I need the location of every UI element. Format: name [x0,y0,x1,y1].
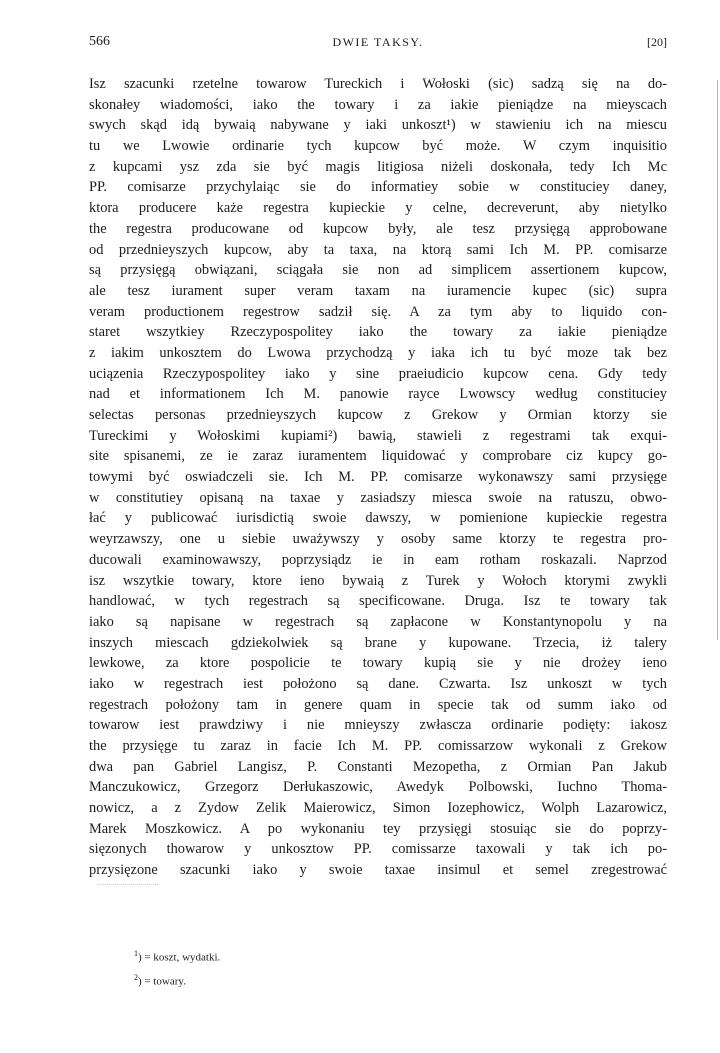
text-line: veram productionem regestrow sadził się. A za tym aby to liquido con- [89,303,667,320]
text-line: w constitutiey opisaną na taxae y zasiadszy miesca swoie na ratuszu, obwo- [89,489,667,506]
text-line: ale tesz iurament super veram taxam na iuramencie kupec (sic) supra [89,282,667,299]
text-line: staret wszytkiey Rzeczypospolitey iako the towary za iakie pieniądze [89,324,667,341]
page-number: 566 [89,34,110,49]
text-line: swych skąd idą bywaią nabywane y iaki unkoszt¹) w stawieniu ich na miescu [89,117,667,134]
text-line: lewkowe, za ktore pospolicie te towary kupią sie y nie drożey ieno [89,655,667,672]
running-title: DWIE TAKSY. [332,35,424,49]
text-line: the przysięge tu zaraz in facie Ich M. PP. comissarzow wykonali z Grekow [89,738,667,754]
body-text [89,74,667,881]
text-line: tu we Lwowie ordinarie tych kupcow być może. W czym inquisitio [89,138,667,155]
text-line: towymi być oswiadczeli sie. Ich M. PP. comisarze wykonawszy sami przysięge [89,469,667,486]
text-line: z kupcami ysz zda sie być magis litigiosa niżeli doskonała, tedy Ich Mc [89,158,667,175]
text-line: weyrzawszy, one u siebie uważywszy y osoby same ktorzy te regestra pro- [89,531,667,548]
text-line: z iakim unkosztem do Lwowa przychodzą y iaka ich tu być moze tak bez [89,344,667,361]
footnote-text: = towary. [144,975,186,988]
text-line: PP. comisarze przychylaiąc sie do informatiey sobie w constituciey daney, [89,179,667,196]
text-line: towarow iest prawdziwy i nie mnieyszy zwłascza ordinarie podięty: iakosz [89,717,667,734]
text-line: Marek Moszkowicz. A po wykonaniu tey przysięgi stosuiąc sie do poprzy- [89,820,667,837]
text-line: selectas personas przednieyszych kupcow z Grekow y Ormian ktorzy sie [89,407,667,423]
text-line: isz wszytkie towary, ktore ieno bywaią z Turek y Wołoch ktorymi zwykli [89,572,667,589]
text-line: ktora producere każe regestra kupieckie y celne, decreverunt, aby nietylko [89,200,667,217]
page-header [89,34,667,54]
text-line: nad et informationem Ich M. panowie rayce Lwowscy według constituciey [89,386,667,403]
text-line: site spisanemi, ze ie zaraz iuramentem liquidować y comprobare ciz kupcy go- [89,448,667,465]
text-line: od przednieyszych kupcow, aby ta taxa, na ktorą sami Ich M. PP. comisarze [89,241,667,258]
text-line: Manczukowicz, Grzegorz Derłukaszowic, Awedyk Polbowski, Iuchno Thoma- [89,779,667,796]
text-line: handlować, w tych regestrach są specificowane. Druga. Isz te towary tak [89,593,667,610]
text-line: iako są napisane w regestrach są zapłacone w Konstantynopolu y na [89,613,667,630]
page-edge-line [717,80,718,640]
text-line: sięzonych thowarow y unkosztow PP. comissarze taxowali y tak ich po- [89,841,667,858]
text-line: uciązenia Rzeczypospolitey iako y sine praeiudicio kupcow cena. Gdy tedy [89,365,667,382]
text-line: są przysięgą obwiązani, sciągała sie non ad simplicem assertionem kupcow, [89,262,667,279]
text-line: iako w regestrach iest położono są dane. Czwarta. Isz unkoszt w tych [89,675,667,692]
text-line: inszych miescach gdziekolwiek są brane y kupowane. Trzecia, iż talery [89,634,667,651]
footnote-mark: 2 [134,972,138,982]
text-line: skonałey wiadomości, iako the towary i za iakie pieniądze na mieyscach [89,96,667,113]
section-number: [20] [647,35,667,49]
footnote-text: = koszt, wydatki. [144,951,221,964]
text-line: regestrach położony tam in genere quam in specie tak od summ iako od [89,696,667,713]
text-line: łać y publicować iurisdictią swoie dawszy, w pomienione kupieckie regestra [89,510,667,527]
text-line: przysięzone szacunki iako y swoie taxae insimul et semel zregestrować [89,862,667,879]
text-line: dwa pan Gabriel Langisz, P. Constanti Mezopetha, z Ormian Pan Jakub [89,758,667,775]
footnote-1: $^1$) = koszt, wydatki. [134,949,221,964]
text-line: ducowali examinowawszy, poprzysiądz ie in eam rotham roskazali. Naprzod [89,551,667,568]
text-line: Tureckimi y Wołoskimi kupiami²) bawią, stawieli z regestrami tak exqui- [89,427,667,444]
text-line: the regestra producowane od kupcow były, ale tesz przysięgą approbowane [89,220,667,237]
footnotes [134,944,220,991]
footnote-mark: 1 [134,949,138,958]
footnote-2: $^2$) = towary. [134,972,186,988]
ink-smudge [98,884,158,887]
text-line: nowicz, a z Zydow Zelik Maierowicz, Simon Iozephowicz, Wolph Lazarowicz, [89,800,667,817]
text-line: Isz szacunki rzetelne towarow Tureckich i Wołoski (sic) sadzą się na do- [89,76,667,92]
